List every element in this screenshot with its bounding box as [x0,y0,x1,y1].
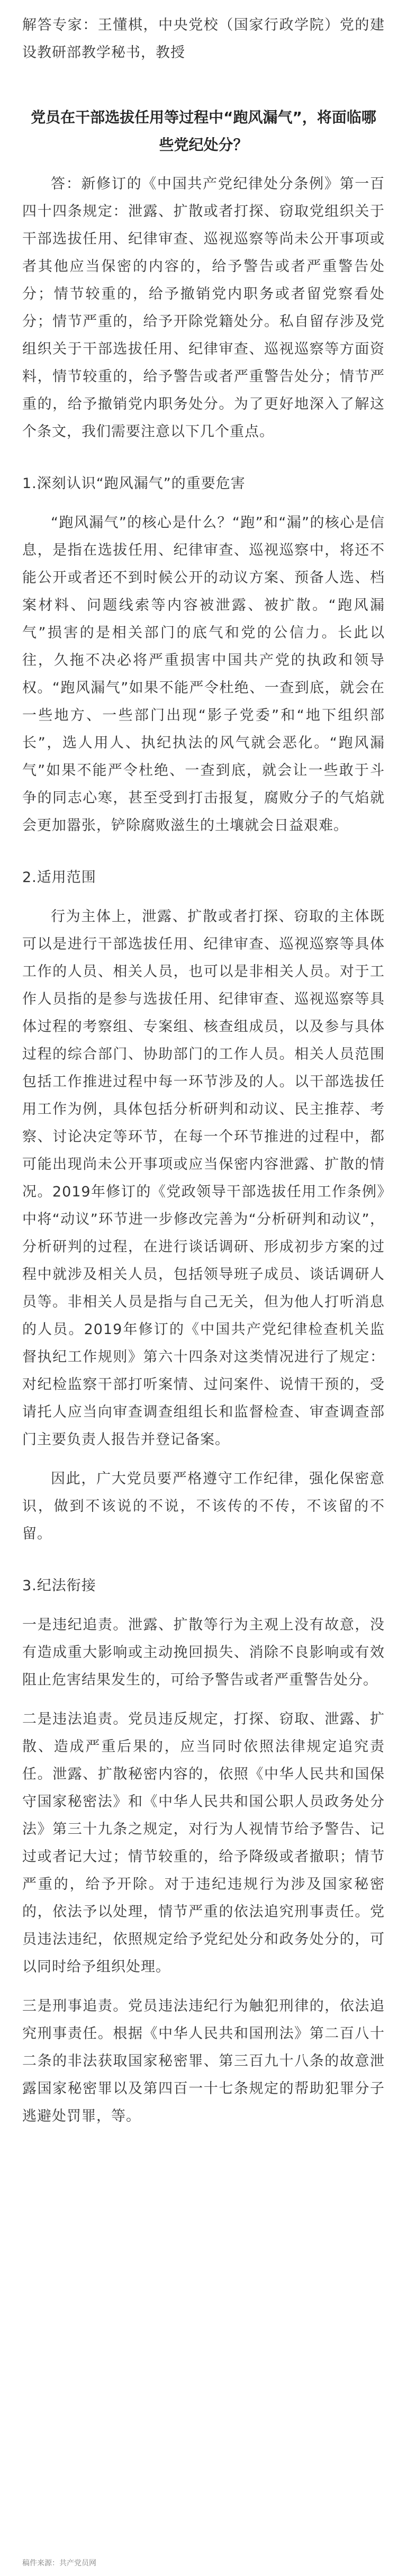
section-paragraph: 因此，广大党员要严格遵守工作纪律，强化保密意识，做到不该说的不说，不该传的不传，不该留的不留。 [22,1471,385,1542]
section-paragraph: “跑风漏气”的核心是什么？“跑”和“漏”的核心是信息，是指在选拔任用、纪律审查、巡视巡察中，将还不能公开或者还不到时候公开的动议方案、预备人选、档案材料、问题线索等内容被泄露、被扩散。“跑风漏气”损害的是相关部门的底气和党的公信力。长此以往，久拖不决必将严重损害中国共产党的执政和领导权。“跑风漏气”如果不能严令杜绝、一查到底，就会在一些地方、一些部门出现“影子党委”和“地下组织部长”，选人用人、执纪执法的风气就会恶化。“跑风漏气”如果不能严令杜绝、一查到底，就会让一些敢于斗争的同志心寒，甚至受到打击报复，腐败分子的气焰就会更加嚣张，铲除腐败滋生的土壤就会日益艰难。 [22,515,385,834]
answer-intro: 答：新修订的《中国共产党纪律处分条例》第一百四十四条规定：泄露、扩散或者打探、窃取党组织关于干部选拔任用、纪律审查、巡视巡察等尚未公开事项或者其他应当保密的内容的，给予警告或者严重警告处分；情节较重的，给予撤销党内职务或者留党察看处分；情节严重的，给予开除党籍处分。私自留存涉及党组织关于干部选拔任用、纪律审查、巡视巡察等方面资料，情节较重的，给予警告或者严重警告处分；情节严重的，给予撤销党内职务处分。为了更好地深入了解这个条文，我们需要注意以下几个重点。 [22,176,385,440]
section-paragraph: 一是违纪追责。泄露、扩散等行为主观上没有故意，没有造成重大影响或主动挽回损失、消除不良影响或有效阻止危害结果发生的，可给予警告或者严重警告处分。 [22,1617,385,1688]
section-heading-law: 3.纪法衔接 [22,1578,96,1594]
section-paragraph: 二是违法追责。党员违反规定，打探、窃取、泄露、扩散、造成严重后果的，应当同时依照法律规定追究责任。泄露、扩散秘密内容的，依照《中华人民共和国保守国家秘密法》和《中华人民共和国公职人员政务处分法》第三十九条之规定，对行为人视情节给予警告、记过或者记大过；情节较重的，给予降级或者撤职；情节严重的，给予开除。对于违纪违规行为涉及国家秘密的，依法予以处理，情节严重的依法追究刑事责任。党员违法违纪，依照规定给予党纪处分和政务处分的，可以同时给予组织处理。 [22,1711,385,1975]
section-heading-harm: 1.深刻认识“跑风漏气”的重要危害 [22,475,246,492]
source-credit: 稿件来源：共产党员网 [22,2559,96,2568]
section-paragraph: 行为主体上，泄露、扩散或者打探、窃取的主体既可以是进行干部选拔任用、纪律审查、巡视巡察等具体工作的人员、相关人员，也可以是非相关人员。对于工作人员指的是参与选拔任用、纪律审查、巡视巡察等具体过程的考察组、专案组、核查组成员，以及参与具体过程的综合部门、协助部门的工作人员。相关人员范围包括工作推进过程中每一环节涉及的人。以干部选拔任用工作为例，具体包括分析研判和动议、民主推荐、考察、讨论决定等环节，在每一个环节推进的过程中，都可能出现尚未公开事项或应当保密内容泄露、扩散的情况。2019年修订的《党政领导干部选拔任用工作条例》中将“动议”环节进一步修改完善为“分析研判和动议”，分析研判的过程，在进行谈话调研、形成初步方案的过程中就涉及相关人员，包括领导班子成员、谈话调研人员等。非相关人员是指与自己无关，但为他人打听消息的人员。2019年修订的《中国共产党纪律检查机关监督执纪工作规则》第六十四条对这类情况进行了规定：对纪检监察干部打听案情、过问案件、说情干预的，受请托人应当向审查调查组组长和监督检查、审查调查部门主要负责人报告并登记备案。 [22,908,385,1448]
expert-byline: 解答专家：王懂棋，中央党校（国家行政学院）党的建设教研部教学秘书，教授 [22,17,385,61]
section-heading-scope: 2.适用范围 [22,869,96,886]
question-title: 党员在干部选拔任用等过程中“跑风漏气”，将面临哪些党纪处分？ [31,109,376,154]
section-paragraph: 三是刑事追责。党员违法违纪行为触犯刑律的，依法追究刑事责任。根据《中华人民共和国刑法》第二百八十二条的非法获取国家秘密罪、第三百九十八条的故意泄露国家秘密罪以及第四百一十七条规定的帮助犯罪分子逃避处罚罪，等。 [22,1998,385,2124]
